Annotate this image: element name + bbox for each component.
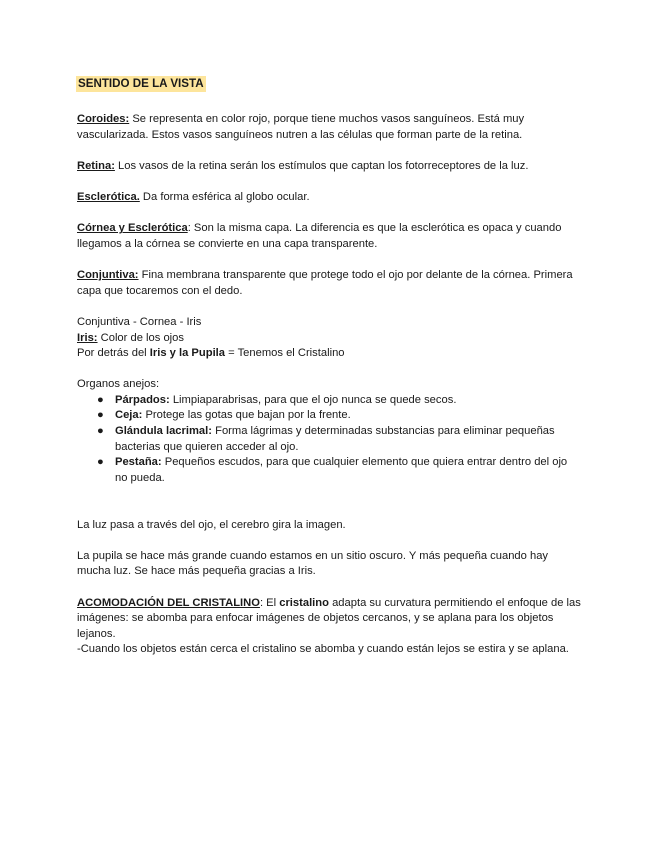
coroides-paragraph	[77, 112, 582, 143]
retina-text: Los vasos de la retina serán los estímulos que captan los fotorreceptores de la luz.	[114, 159, 529, 172]
esclerotica-text: Da forma esférica al globo ocular.	[139, 191, 310, 204]
list-item-text: Forma lágrimas y determinadas substancias para eliminar pequeñas bacterias que quieren acceder al ojo.	[115, 425, 555, 453]
acomodacion-paragraph	[77, 596, 582, 643]
conjuntiva-term: Conjuntiva:	[77, 269, 139, 282]
coroides-text: Se representa en color rojo, porque tiene muchos vasos sanguíneos. Está muy vascularizada. Estos vasos sanguíneos nutren a las células que forman parte de la retina.	[77, 113, 525, 141]
behind-suffix: = Tenemos el Cristalino	[225, 347, 345, 360]
behind-line	[77, 346, 582, 362]
behind-prefix: Por detrás del	[77, 347, 150, 360]
list-item-term: Párpados:	[115, 393, 170, 406]
bullet-icon: ●	[97, 393, 104, 406]
bullet-icon: ●	[97, 409, 104, 422]
iris-text: Color de los ojos	[97, 331, 184, 344]
list-item-text: Protege las gotas que bajan por la frente.	[142, 409, 351, 422]
bullet-icon: ●	[97, 456, 104, 469]
organos-title: Organos anejos:	[77, 378, 160, 391]
list-item	[77, 424, 582, 455]
esclerotica-term: Esclerótica.	[77, 191, 140, 204]
organos-list	[77, 393, 582, 487]
list-item-term: Ceja:	[115, 409, 143, 422]
behind-bold: Iris y la Pupila	[149, 347, 226, 360]
list-item	[77, 408, 582, 424]
cornea-term: Córnea y Esclerótica	[77, 222, 188, 235]
pupila-paragraph: La pupila se hace más grande cuando estamos en un sitio oscuro. Y más pequeña cuando hay mucha luz. Se hace más pequeña gracias a Iris.	[77, 549, 549, 578]
conjuntiva-paragraph	[77, 268, 582, 299]
cornea-paragraph	[77, 221, 582, 252]
coroides-term: Coroides:	[77, 113, 130, 126]
luz-paragraph: La luz pasa a través del ojo, el cerebro gira la imagen.	[77, 518, 346, 531]
cornea-text: : Son la misma capa. La diferencia es que la esclerótica es opaca y cuando llegamos a la córnea se convierte en una capa transparente.	[77, 222, 562, 250]
list-item	[77, 455, 582, 486]
layers-line: Conjuntiva - Cornea - Iris	[77, 315, 202, 328]
list-item-text: Limpiaparabrisas, para que el ojo nunca se quede secos.	[169, 393, 457, 406]
acomodacion-text2: adapta su curvatura permitiendo el enfoque de las imágenes: se abomba para enfocar imágenes de objetos cercanos, y se aplana para los objetos lejanos.	[77, 596, 581, 640]
acomodacion-term: ACOMODACIÓN DEL CRISTALINO	[77, 596, 260, 609]
acomodacion-bold: cristalino	[279, 596, 329, 609]
retina-term: Retina:	[77, 159, 115, 172]
document-content	[77, 76, 582, 658]
esclerotica-paragraph	[77, 190, 582, 206]
conjuntiva-text: Fina membrana transparente que protege todo el ojo por delante de la córnea. Primera capa que tocaremos con el dedo.	[77, 269, 573, 297]
page-title: SENTIDO DE LA VISTA	[78, 77, 204, 90]
acomodacion-text1: : El	[259, 596, 280, 609]
bullet-icon: ●	[97, 425, 104, 438]
acomodacion-line2: -Cuando los objetos están cerca el cristalino se abomba y cuando están lejos se estira y se aplana.	[77, 643, 569, 656]
iris-line	[77, 331, 582, 347]
list-item-term: Pestaña:	[115, 456, 162, 469]
list-item	[77, 393, 582, 409]
list-item-text: Pequeños escudos, para que cualquier elemento que quiera entrar dentro del ojo no pueda.	[115, 456, 568, 484]
list-item-term: Glándula lacrimal:	[115, 425, 212, 438]
iris-term: Iris:	[77, 331, 98, 344]
retina-paragraph	[77, 159, 582, 175]
